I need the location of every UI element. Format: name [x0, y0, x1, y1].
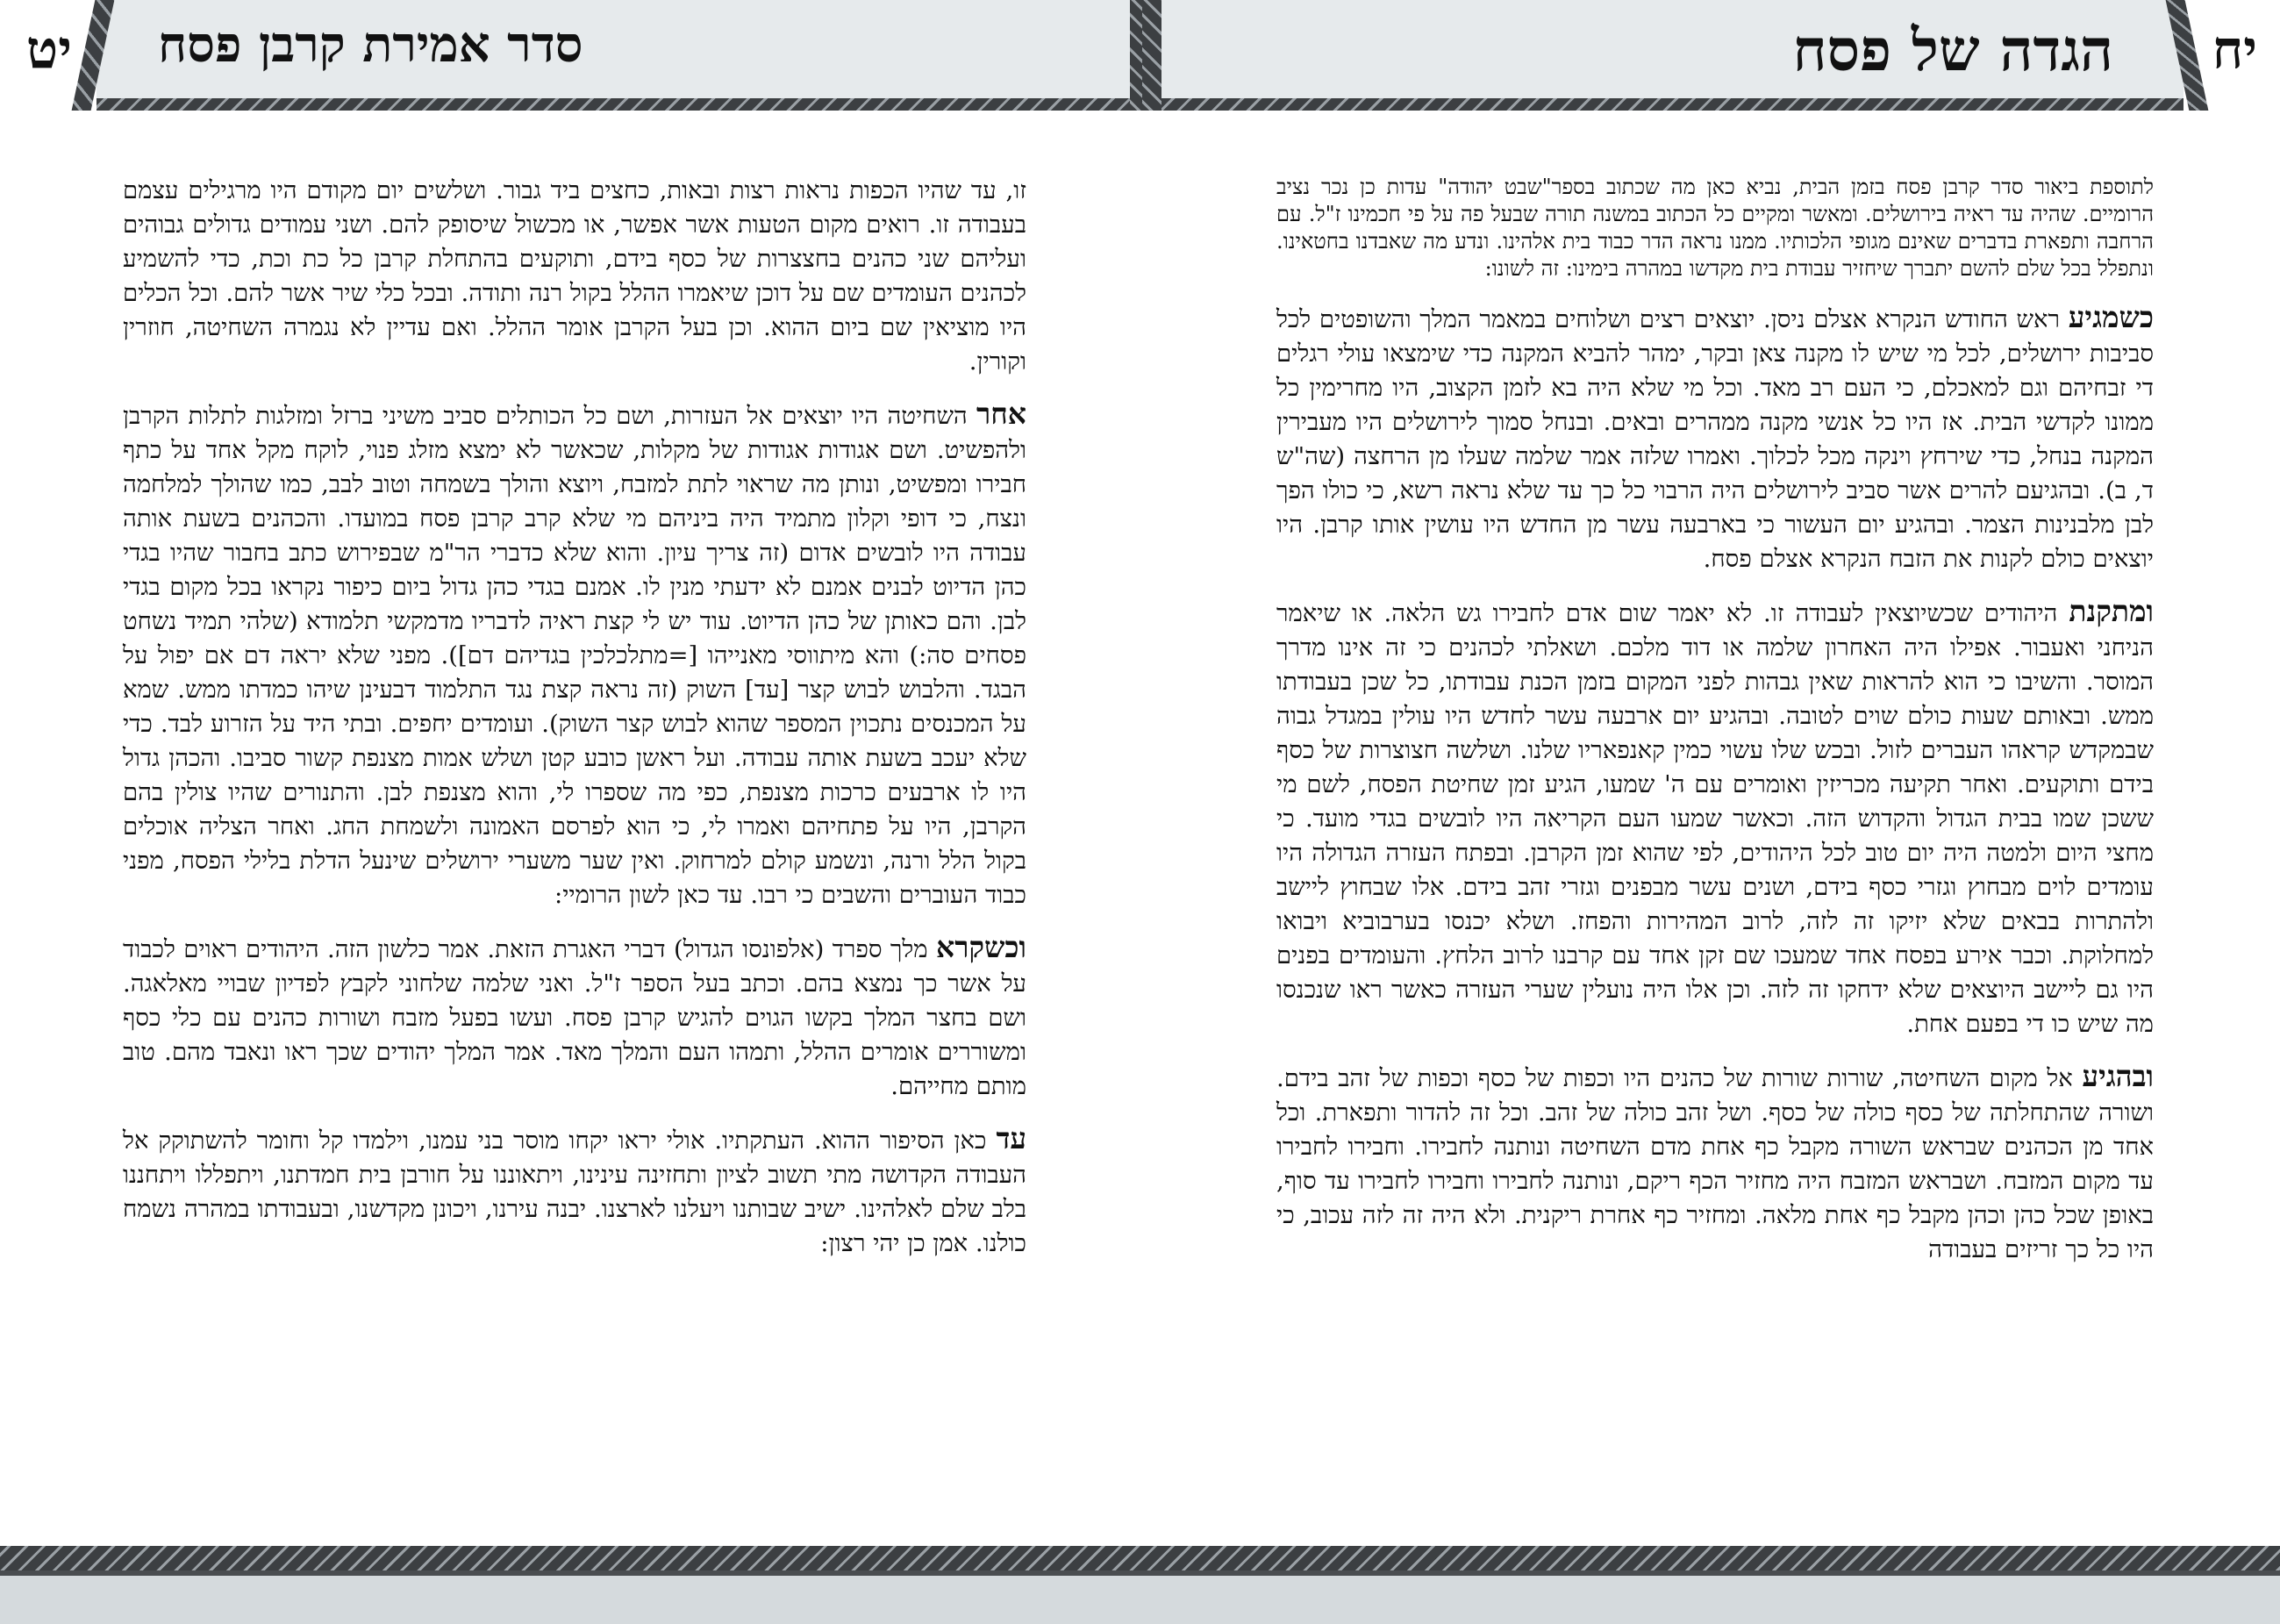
lead-word: אחר [976, 397, 1026, 431]
paragraph-text: ראש החודש הנקרא אצלם ניסן. יוצאים רצים ושלוחים במאמר המלך והשופטים לכל סביבות ירושלים, לכל מי שיש לו מקנה צאן ובקר, ימהר להביא המקנה כדי שימצאו עולי רגלים די זבחיהם וגם למאכלם, כי העם רב מאד. וכל מי שלא היה בא לזמן הקצוב, היו מחרימין כל ממונו לקדשי הבית. אז היו כל אנשי מקנה ממהרים ובאים. ובנחל סמוך לירושלים היו מעבירין המקנה בנחל, כדי שירחץ וינקה מכל לכלוך. ואמרו שלזה אמר שלמה שעלו מן הרחצה (שה"ש ד, ב). ובהגיעם להרים אשר סביב לירושלים היה הרבוי כל כך עד שלא נראה רשא, כי כולו הפך לבן מלבנינות הצמר. ובהגיע יום העשור כי בארבעה עשר מן החדש היו עושין אותו קרבן. היו יוצאים כולם לקנות את הזבח הנקרא אצלם פסח. [1276, 305, 2154, 573]
paragraph [1276, 594, 2154, 1041]
paragraph-text: מלך ספרד (אלפונסו הגדול) דברי האגרת הזאת. אמר כלשון הזה. היהודים ראוים לכבוד על אשר כך נמצא בהם. וכתב בעל הספר ז"ל. ואני שלמה שלחוני לקבץ לפדיון שבויי מאלאגה. ושם בחצר המלך בקשו הגוים להגיש קרבן פסח. ועשו בפעל מזבח ושורות כהנים עם כלי כסף ומשוררים אומרים ההלל, ותמהו העם והמלך מאד. אמר המלך יהודים שכך ראו ונאבד מהם. טוב מותם מחייהם. [123, 935, 1026, 1100]
footer-rope-border [0, 1546, 2280, 1570]
paragraph: זו, עד שהיו הכפות נראות רצות ובאות, כחצים ביד גבור. ושלשים יום מקודם היו מרגילים עצמם בעבודה זו. רואים מקום הטעות אשר אפשר, או מכשול שיסופק להם. ושני עמודים גדולים גבוהים ועליהם שני כהנים בחצצרות של כסף בידם, ותוקעים בהתחלת קרבן כל כת וכת, כדי להשמיע לכהנים העומדים שם על דוכן שיאמרו ההלל בקול רנה ותודה. ובכל כלי שיר אשר להם. וכל הכלים היו מוציאין שם ביום ההוא. וכן בעל הקרבן אומר ההלל. ואם עדיין לא נגמרה השחיטה, חוזרין וקורין. [123, 176, 1026, 376]
lead-word: עד [996, 1121, 1027, 1155]
spine-rope-right [1142, 0, 1161, 111]
left-text-column [123, 174, 1026, 1278]
paragraph [1276, 300, 2154, 576]
paragraph [123, 397, 1026, 912]
left-page-title: סדר אמירת קרבן פסח [158, 16, 583, 74]
lead-word: ובהגיע [2082, 1059, 2154, 1093]
lead-word: כשמגיע [2068, 300, 2155, 334]
paragraph [1276, 1059, 2154, 1267]
paragraph-text: היהודים שכשיוצאין לעבודה זו. לא יאמר שום אדם לחבירו גש הלאה. או שיאמר הניחני ואעבור. אפילו היה האחרון שלמה או דוד מלכם. ושאלתי לכהנים כי זה אינו מדרך המוסר. והשיבו כי הוא להראות שאין גבהות לפני המקום בזמן הכנת עבודתו, כל שכן בעבודתו ממש. ובאותם שעות כולם שוים לטובה. ובהגיע יום ארבעה עשר לחדש היו עולין במגדל גבוה שבמקדש קראהו העברים לזול. ובכש שלו עשוי כמין קאנפאריו שלנו. ושלשה חצוצרות של כסף בידם ותוקעים. ואחר תקיעה מכריזין ואומרים עם ה' שמעו, הגיע זמן שחיטת הפסח, לשם מי ששכן שמו בבית הגדול והקדוש הזה. וכאשר שמעו העם הקריאה היו לובשים בגדי מועד. כי מחצי היום ולמטה היה יום טוב לכל היהודים, לפי שהוא זמן הקרבן. ובפתח העזרה הגדולה היו עומדים לוים מבחוץ וגזרי כסף בידם, ושנים עשר מבפנים וגזרי זהב בידם. אלו שבחוץ ליישב ולהתרות בבאים שלא יזיקו זה לזה, לרוב המהירות והפחז. ושלא יכנסו בערבוביא ויבואו למחלוקת. וכבר אירע בפסח אחד שמעכו שם זקן אחד עם קרבנו לרוב הלחץ. והעומדים בפנים היו גם ליישב היוצאים שלא ידחקו זה לזה. וכן אלו היה נועלין שערי העזרה כאשר ראו שנכנסו מה שיש כו די בפעם אחת. [1276, 599, 2154, 1038]
right-page-title: הגדה של פסח [1792, 16, 2113, 84]
right-page-number: יח [2212, 19, 2257, 81]
right-header-border [1147, 98, 2184, 111]
footer-rule [0, 1570, 2280, 1576]
paragraph-text: אל מקום השחיטה, שורות שורות של כהנים היו וכפות של כסף וכפות של זהב בידם. ושורה שהתחלתה של כסף כולה של כסף. ושל זהב כולה של זהב. וכל זה להדור ותפארת. וכל אחד מן הכהנים שבראש השורה מקבל כף אחת מדם השחיטה ונותנה לחבירו. וחבירו לחבירו עד מקום המזבח. ושבראש המזבח היה מחזיר הכף ריקם, ונותנה לחבירו וחבירו לחבירו עד סוף, באופן שכל כהן וכהן מקבל כף אחת מלאה. ומחזיר כף אחרת ריקנית. ולא היה זה לזה עכוב, כי היו כל כך זריזים בעבודה [1276, 1064, 2154, 1263]
paragraph [123, 930, 1026, 1104]
left-header-border [96, 98, 1133, 111]
paragraph-text: השחיטה היו יוצאים אל העזרות, ושם כל הכותלים סביב משיני ברזל ומזלגות לתלות הקרבן ולהפשיט. ושם אגודות אגודות של מקלות, שכאשר לא ימצא מזלג פנוי, לוקח מקל אחד על כתף חבירו ומפשיט, ונותן מה שראוי לתת למזבח, ויוצא והולך בשמחה וטוב לבב, כמו שהולך למלחמה ונצח, כי דופי וקלון מתמיד היה ביניהם מי שלא קרב קרבן פסח במועדו. והכהנים בשעת אותה עבודה היו לובשים אדום (זה צריך עיון. והוא שלא כדברי הר"מ שבפירוש כתב בחבור שהיו בגדי כהן הדיוט לבנים אמנם לא ידעתי מנין לו. אמנם בגדי כהן גדול ביום כיפור נקראו בכל מקום בגדי לבן. והם כאותן של כהן הדיוט. עוד יש לי קצת ראיה לדבריו מדמקשי תלמודא (שלהי תמיד נשחט פסחים סה:) והא מיתווסי מאנייהו [=מתלכלכין בגדיהם דם]). מפני שלא יראה דם אם יפול על הבגד. והלבוש לבוש קצר [עד] השוק (זה נראה קצת נגד התלמוד דבעינן שיהו כמדתו ממש. שמא על המכנסים נתכוין המספר שהוא לבוש קצר השוק). ועומדים יחפים. ובתי היד על הזרוע לבד. כדי שלא יעכב בשעת אותה עבודה. ועל ראשן כובע קטן ושלש אמות מצנפת קשור סביבו. והכהן גדול היו לו ארבעים כרכות מצנפת, כפי מה שספרו לי, והוא מצנפת לבן. והתנורים שהיו צולין בהם הקרבן, היו על פתחיהם ואמרו לי, כי הוא לפרסם האמונה ולשמחת החג. ואחר הצליה אוכלים בקול הלל ורנה, ונשמע קולם למרחוק. ואין שער משערי ירושלים שינעל הדלת בלילי הפסח, מפני כבוד העוברים והשבים כי רבו. עד כאן לשון הרומיי: [123, 402, 1026, 909]
paragraph-text: כאן הסיפור ההוא. העתקתיו. אולי יראו יקחו מוסר בני עמנו, וילמדו קל וחומר להשתוקק אל העבודה הקדושה מתי תשוב לציון ותחזינה עינינו, ויתאוננו על חורבן בית חמדתנו, ויתפללו ויתחננו בלב שלם לאלהינו. ישיב שבותנו ויעלנו לארצנו. יבנה עירנו, ויכונן מקדשנו, ובעבודתו במהרה נשמח כולנו. אמן כן יהי רצון: [123, 1127, 1026, 1257]
lead-word: וכשקרא [936, 930, 1026, 964]
left-page-number: יט [26, 19, 72, 81]
right-text-column [1276, 174, 2154, 1284]
lead-word: ומתקנת [2069, 594, 2154, 628]
paragraph [123, 1121, 1026, 1261]
intro-paragraph: לתוספת ביאור סדר קרבן פסח בזמן הבית, נביא כאן מה שכתוב בספר"שבט יהודה" עדות כן נכר נציב הרומיים. שהיה עד ראיה בירושלים. ומאשר ומקיים כל הכתוב במשנה תורה שבעל פה על פי חכמינו ז"ל. עם הרחבה ותפארת בדברים שאינם מגופי הלכותיו. ממנו נראה הדר כבוד בית אלהינו. ונדע מה שאבדנו בחטאינו. ונתפלל בכל שלם להשם יתברך שיחזיר עבודת בית מקדשו במהרה בימינו: זה לשונו: [1276, 175, 2154, 281]
